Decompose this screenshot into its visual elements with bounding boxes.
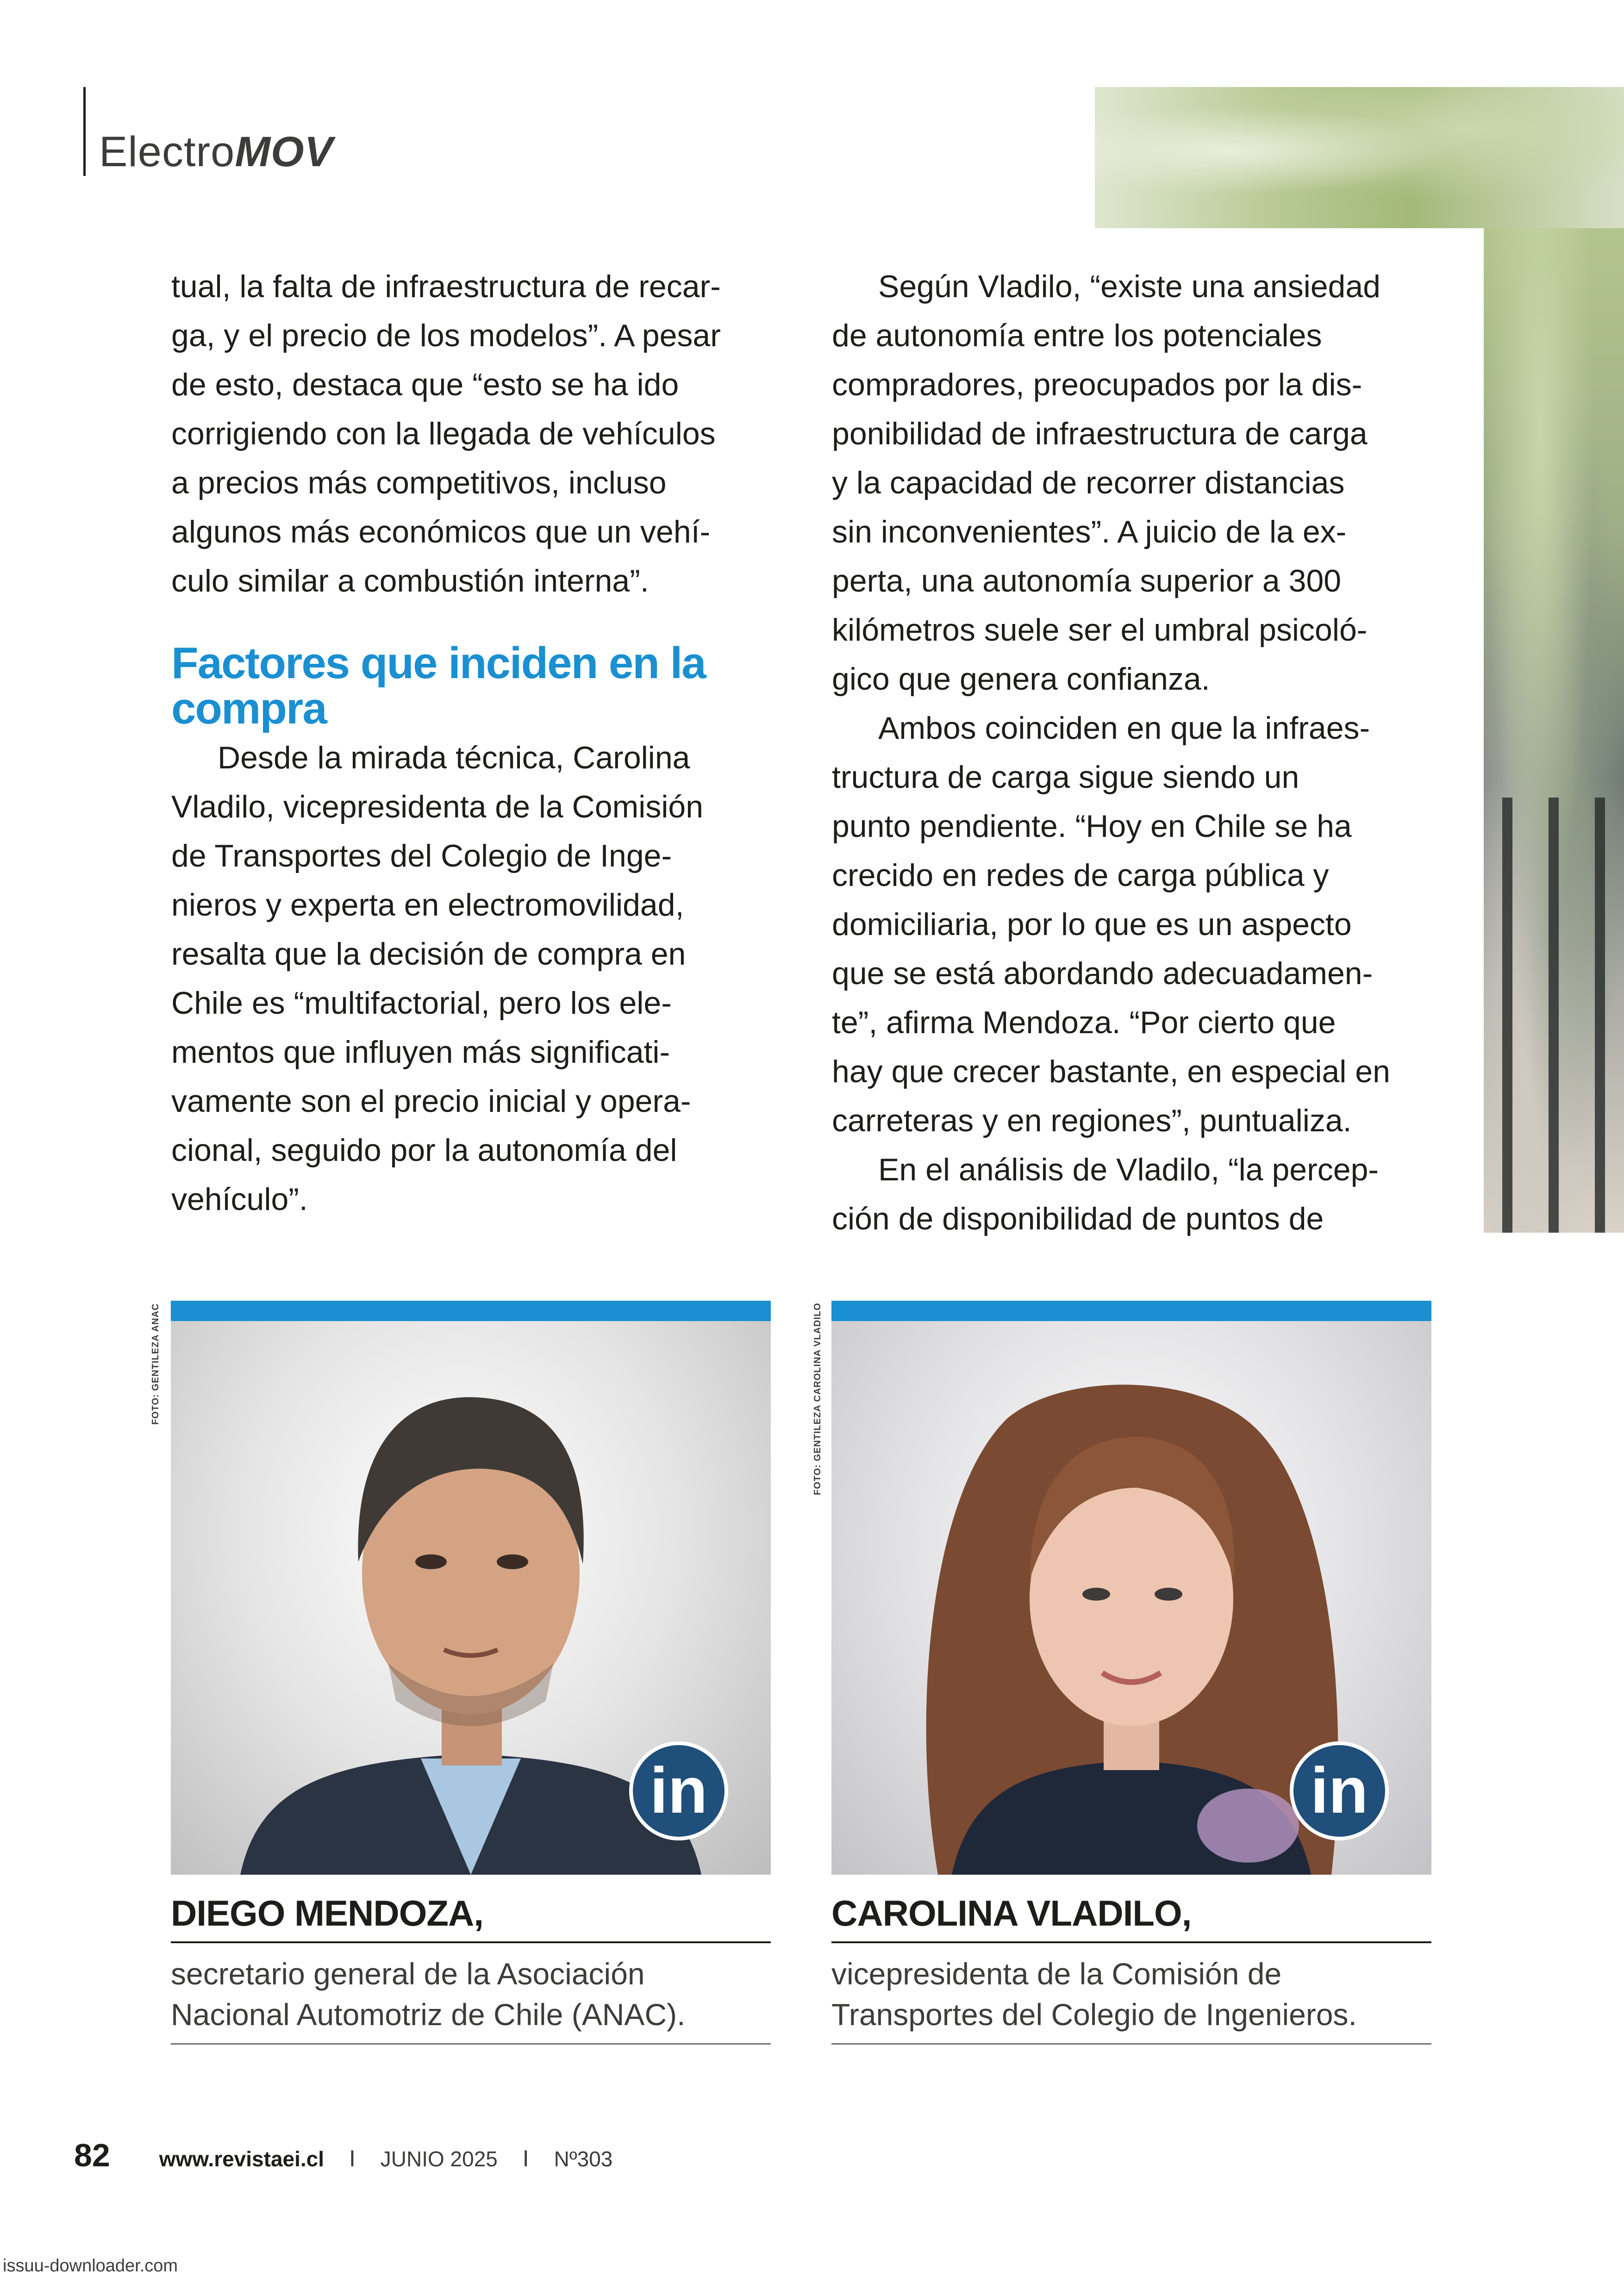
issue-date: JUNIO 2025	[380, 2147, 498, 2171]
fence-bar	[1549, 798, 1559, 1233]
magazine-section-brand	[99, 128, 333, 175]
fence-bar	[1502, 798, 1512, 1233]
card-accent-bar	[831, 1301, 1431, 1321]
footer-separator: I	[522, 2145, 529, 2171]
name-divider	[171, 1941, 771, 1943]
profile-role: vicepresidenta de la Comisión de Transportes del Colegio de Ingenieros.	[831, 1957, 1357, 2032]
article-column-left	[171, 262, 773, 1224]
article-paragraph: Ambos coinciden en que la infraes- tructura de carga sigue siendo un punto pendiente. “Hoy en Chile se ha crecido en redes de carga pública y domiciliaria, por lo que es un aspecto que se está abordando adecuadamen- te”, afirma Mendoza. “Por cierto que hay que crecer bastante, en especial en carreteras y en regiones”, puntualiza.	[832, 711, 1390, 1138]
name-divider	[831, 1941, 1431, 1943]
header-foliage-photo	[1095, 87, 1624, 228]
role-divider	[171, 2043, 771, 2045]
card-accent-bar	[171, 1301, 771, 1321]
fence-bar	[1595, 798, 1605, 1233]
source-watermark: issuu-downloader.com	[3, 2256, 178, 2276]
article-paragraph: Según Vladilo, “existe una ansiedad de autonomía entre los potenciales compradores, preocupados por la dis- ponibilidad de infraestructura de carga y la capacidad de recorrer distancias sin inconvenientes”. A juicio de la ex- perta, una autonomía superior a 300 kilómetros suele ser el umbral psicoló- gico que genera confianza.	[832, 269, 1380, 697]
issue-number: Nº303	[554, 2147, 613, 2171]
brand-bold: MOV	[235, 128, 333, 175]
profile-name: DIEGO MENDOZA,	[171, 1893, 484, 1933]
profile-card-mendoza	[171, 1301, 771, 2045]
website-link[interactable]: www.revistaei.cl	[159, 2147, 325, 2171]
article-column-right	[832, 262, 1462, 1243]
photo-credit: FOTO: GENTILEZA ANAC	[150, 1303, 161, 1425]
linkedin-icon[interactable]: in	[1290, 1741, 1389, 1840]
profile-role: secretario general de la Asociación Nacional Automotriz de Chile (ANAC).	[171, 1957, 686, 2032]
article-paragraph: En el análisis de Vladilo, “la percep- ción de disponibilidad de puntos de	[832, 1152, 1379, 1236]
portrait-photo	[171, 1321, 771, 1875]
profile-name: CAROLINA VLADILO,	[831, 1893, 1192, 1933]
article-paragraph: Desde la mirada técnica, Carolina Vladilo, vicepresidenta de la Comisión de Transportes del Colegio de Inge- nieros y experta en electromovilidad, resalta que la decisión de compra en Chile es “multifactorial, pero los ele- mentos que influyen más significati- vamente son el precio inicial y opera- cional, seguido por la autonomía del vehículo”.	[171, 740, 704, 1217]
role-divider	[831, 2043, 1431, 2045]
photo-credit: FOTO: GENTILEZA CAROLINA VLADILO	[812, 1303, 823, 1495]
linkedin-icon[interactable]: in	[629, 1741, 728, 1840]
article-paragraph: tual, la falta de infraestructura de recar- ga, y el precio de los modelos”. A pesar de esto, destaca que “esto se ha ido corrigiendo con la llegada de vehículos a precios más competitivos, incluso algunos más económicos que un vehí- culo similar a combustión interna”.	[171, 269, 721, 599]
portrait-photo	[831, 1321, 1431, 1875]
brand-light: Electro	[99, 128, 235, 175]
side-decorative-photo	[1484, 228, 1624, 1233]
section-subheading: Factores que inciden en la compra	[171, 638, 706, 733]
profile-card-vladilo	[831, 1301, 1431, 2045]
page-number: 82	[74, 2137, 110, 2173]
header-rule	[83, 87, 86, 176]
page-footer	[74, 2137, 612, 2174]
footer-separator: I	[349, 2145, 356, 2171]
